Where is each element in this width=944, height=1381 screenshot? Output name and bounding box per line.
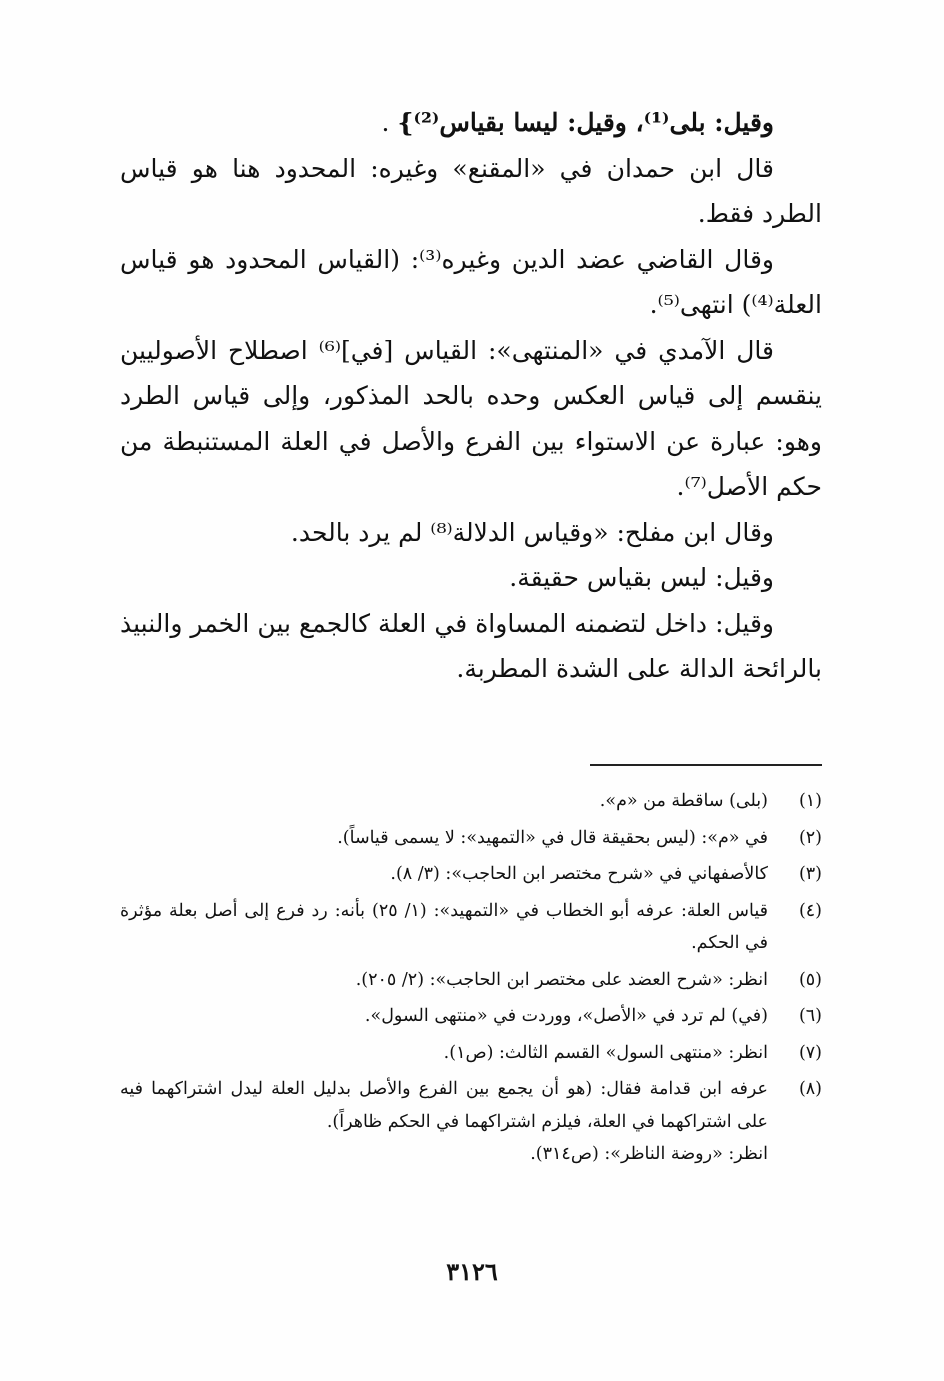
paragraph-2: قال ابن حمدان في «المقنع» وغيره: المحدود هنا هو قياس الطرد فقط. (120, 153, 822, 228)
paragraph-1 (120, 100, 822, 146)
footnote-text: (في) لم ترد في «الأصل»، ووردت في «منتهى السول». (364, 1006, 768, 1026)
footnote-text: كالأصفهاني في «شرح مختصر ابن الحاجب»: (٣/ ٨). (390, 864, 768, 884)
footnote-item (120, 858, 822, 891)
main-text-block (120, 100, 822, 692)
footnote-text: انظر: «شرح العضد على مختصر ابن الحاجب»: (٢/ ٢٠٥). (355, 969, 768, 990)
footnote-number: (٢) (798, 827, 822, 848)
footnote-text (120, 1073, 768, 1171)
footnote-separator (590, 764, 822, 766)
footnote-reference: انظر: «روضة الناظر»: (ص٣١٤). (530, 1144, 768, 1164)
footnote-text: قياس العلة: عرفه أبو الخطاب في «التمهيد»: (١/ ٢٥) بأنه: رد فرع إلى أصل بعلة مؤثرة في الحكم. (120, 900, 768, 953)
footnote-number: (٥) (798, 969, 822, 990)
footnote-text: انظر: «منتهى السول» القسم الثالث: (ص١). (443, 1042, 768, 1063)
paragraph-7: وقيل: داخل لتضمنه المساواة في العلة كالجمع بين الخمر والنبيذ بالرائحة الدالة على الشدة المطربة. (120, 608, 822, 683)
footnote-number: (٣) (798, 864, 822, 884)
footnote-item (120, 895, 822, 960)
footnote-number: (٤) (798, 900, 822, 921)
footnote-number: (٨) (798, 1079, 822, 1099)
paragraph-4: قال الآمدي في «المنتهى»: القياس [في]⁽⁶⁾ اصطلاح الأصوليين ينقسم إلى قياس العكس وحده بالحد المذكور، وإلى قياس الطرد وهو: عبارة عن الاستواء بين الفرع والأصل في العلة المستنبطة من حكم الأصل⁽⁷⁾. (120, 335, 822, 501)
footnote-number: (٧) (798, 1042, 822, 1063)
footnote-item (120, 1073, 822, 1171)
footnote-item (120, 1037, 822, 1070)
footnote-number: (١) (798, 791, 822, 811)
paragraph-1-bold-text: وقيل: بلى⁽¹⁾، وقيل: ليسا بقياس⁽²⁾} (397, 108, 774, 137)
paragraph-1-end: . (381, 108, 390, 137)
footnotes-block (120, 785, 822, 1175)
footnote-text-part: عرفه ابن قدامة فقال: (هو أن يجمع بين الفرع والأصل بدليل العلة ليدل اشتراكهما فيه على اشتراكهما في العلة، فيلزم اشتراكهما في الحكم ظاهراً). (120, 1079, 768, 1132)
footnote-item (120, 964, 822, 997)
footnote-number: (٦) (798, 1006, 822, 1026)
paragraph-5: وقال ابن مفلح: «وقياس الدلالة⁽⁸⁾ لم يرد بالحد. (290, 517, 774, 547)
page-number: ٣١٢٦ (446, 1257, 498, 1286)
footnote-item (120, 785, 822, 818)
footnote-text: في «م»: (ليس بحقيقة قال في «التمهيد»: لا يسمى قياساً). (337, 827, 768, 848)
paragraph-6: وقيل: ليس بقياس حقيقة. (509, 563, 774, 592)
footnote-item (120, 822, 822, 855)
footnote-item (120, 1000, 822, 1033)
footnote-text: (بلى) ساقطة من «م». (599, 791, 768, 811)
paragraph-3: وقال القاضي عضد الدين وغيره⁽³⁾: (القياس المحدود هو قياس العلة⁽⁴⁾) انتهى⁽⁵⁾. (120, 244, 822, 319)
